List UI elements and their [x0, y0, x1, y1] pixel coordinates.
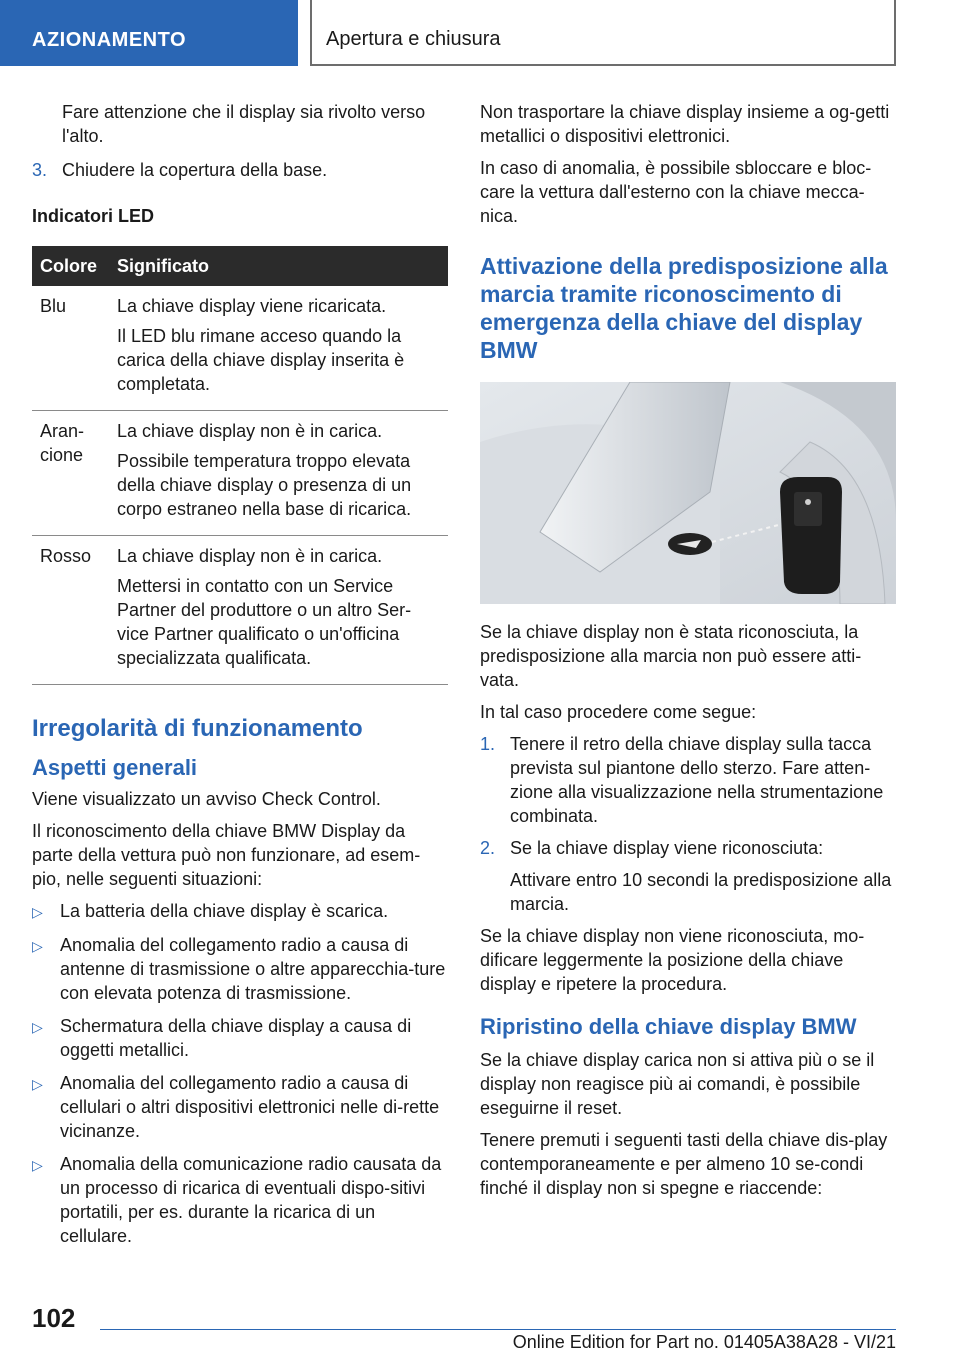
table-header-row: [32, 246, 448, 286]
right-column: [480, 100, 896, 1208]
step-text: Chiudere la copertura della base.: [62, 160, 328, 180]
list-item-text: Anomalia della comunicazione radio causata da un processo di ricarica di eventuali dispo-sitivi portatili, per es. durante la ricarica di un cellulare.: [60, 1154, 442, 1246]
header-topic-tab: Apertura e chiusura: [310, 0, 896, 66]
triangle-bullet-icon: ▷: [32, 1157, 43, 1173]
triangle-bullet-icon: ▷: [32, 904, 43, 920]
reset-heading: Ripristino della chiave display BMW: [480, 1014, 857, 1039]
paragraph: Il riconoscimento della chiave BMW Display da parte della vettura può non funzionare, ad esem-pio, nelle seguenti situazioni:: [32, 821, 421, 889]
list-item: [32, 933, 448, 1005]
paragraph: Viene visualizzato un avviso Check Control.: [32, 789, 381, 809]
meaning-line: Mettersi in contatto con un Service Partner del produttore o un altro Ser-vice Partner qualificato o un'officina specializzata qualificata.: [117, 576, 412, 668]
list-item-text: Anomalia del collegamento radio a causa di antenne di trasmissione o altre apparecchia-ture con elevata potenza di trasmissione.: [60, 935, 446, 1003]
table-cell-color: Aran-cione: [32, 411, 117, 536]
led-table: [32, 246, 448, 685]
section-title: Irregolarità di funzionamento: [32, 715, 363, 742]
step-continuation: Attivare entro 10 secondi la predisposizione alla marcia.: [510, 870, 892, 914]
steering-column-key-illustration: [480, 382, 896, 604]
list-item-text: La batteria della chiave display è scarica.: [60, 901, 389, 921]
paragraph: Se la chiave display non è stata riconosciuta, la predisposizione alla marcia non può essere atti-vata.: [480, 622, 862, 690]
table-row: [32, 286, 448, 411]
led-indicators-heading: Indicatori LED: [32, 206, 155, 226]
list-item-text: Anomalia del collegamento radio a causa di cellulari o altri dispositivi elettronici nelle di-rette vicinanze.: [60, 1073, 440, 1141]
meaning-line: Il LED blu rimane acceso quando la carica della chiave display inserita è completata.: [117, 326, 405, 394]
triangle-bullet-icon: ▷: [32, 1019, 43, 1035]
header-section-tab: AZIONAMENTO: [0, 0, 298, 66]
meaning-line: La chiave display non è in carica.: [117, 421, 383, 441]
table-cell-meaning: [117, 286, 448, 411]
table-cell-color: Rosso: [32, 536, 117, 685]
paragraph: In tal caso procedere come segue:: [480, 702, 757, 722]
table-header-meaning: Significato: [117, 246, 448, 286]
paragraph: Se la chiave display carica non si attiva più o se il display non reagisce più ai comandi, è possibile eseguirne il reset.: [480, 1050, 875, 1118]
footer-divider: [100, 1329, 896, 1330]
meaning-line: Possibile temperatura troppo elevata della chiave display o presenza di un corpo estraneo nella base di ricarica.: [117, 451, 412, 519]
table-row: [32, 536, 448, 685]
list-item-text: Schermatura della chiave display a causa di oggetti metallici.: [60, 1016, 412, 1060]
meaning-line: La chiave display non è in carica.: [117, 546, 383, 566]
paragraph: In caso di anomalia, è possibile sbloccare e bloc-care la vettura dall'esterno con la chiave mecca-nica.: [480, 158, 872, 226]
emergency-detection-heading: Attivazione della predisposizione alla marcia tramite riconoscimento di emergenza della chiave del display BMW: [480, 253, 888, 363]
step-number: 3.: [32, 160, 48, 180]
illustration-graphic: [480, 382, 896, 604]
left-column: [32, 100, 448, 1257]
triangle-bullet-icon: ▷: [32, 938, 43, 954]
table-header-color: Colore: [32, 246, 117, 286]
step-1: [480, 732, 896, 828]
step-3: [32, 158, 448, 182]
table-cell-meaning: [117, 411, 448, 536]
step-number: 1.: [480, 734, 496, 754]
table-cell-meaning: [117, 536, 448, 685]
list-item: [32, 1071, 448, 1143]
meaning-line: La chiave display viene ricaricata.: [117, 296, 387, 316]
triangle-bullet-icon: ▷: [32, 1076, 43, 1092]
step-continuation: Fare attenzione che il display sia rivolto verso l'alto.: [62, 102, 426, 146]
step-number: 2.: [480, 838, 496, 858]
step-text: Se la chiave display viene riconosciuta:: [510, 838, 824, 858]
list-item: [32, 899, 448, 924]
paragraph: Se la chiave display non viene riconosciuta, mo-dificare leggermente la posizione della chiave display e ripetere la procedura.: [480, 926, 865, 994]
page-number: 102: [32, 1303, 76, 1333]
paragraph: Tenere premuti i seguenti tasti della chiave dis-play contemporaneamente e per almeno 10 se-condi finché il display non si spegne e riaccende:: [480, 1130, 888, 1198]
subsection-title: Aspetti generali: [32, 755, 198, 780]
list-item: [32, 1014, 448, 1062]
step-text: Tenere il retro della chiave display sulla tacca prevista sul piantone dello sterzo. Fare atten-zione alla visualizzazione nella strumentazione combinata.: [510, 734, 884, 826]
table-row: [32, 411, 448, 536]
paragraph: Non trasportare la chiave display insieme a og-getti metallici o dispositivi elettronici.: [480, 102, 890, 146]
table-cell-color: Blu: [32, 286, 117, 411]
footer-edition: Online Edition for Part no. 01405A38A28 - VI/21: [512, 1332, 896, 1352]
step-2: [480, 836, 896, 860]
list-item: [32, 1152, 448, 1248]
